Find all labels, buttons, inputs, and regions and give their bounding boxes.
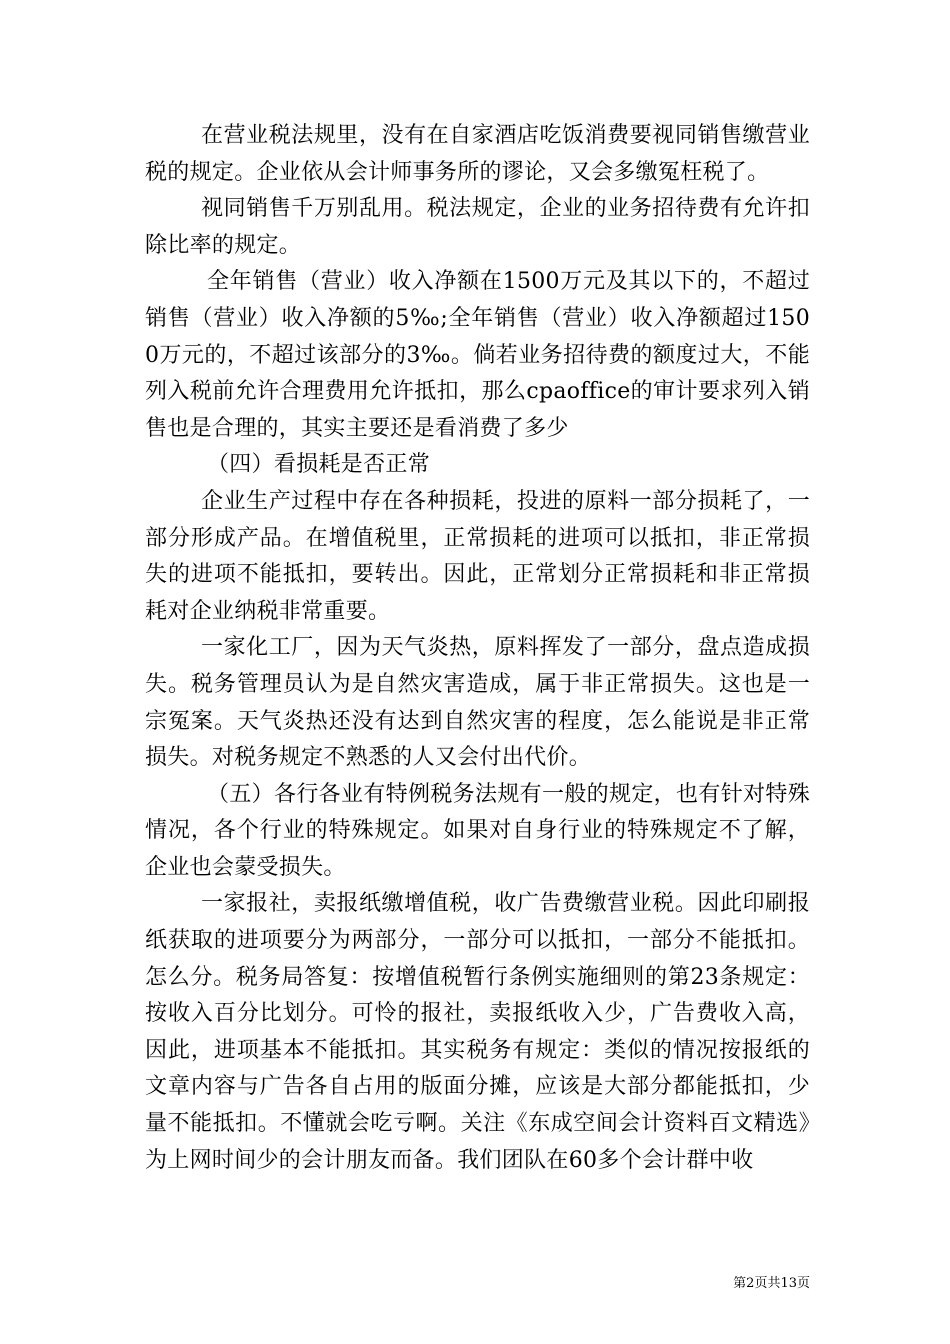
paragraph: 企业生产过程中存在各种损耗，投进的原料一部分损耗了，一部分形成产品。在增值税里，正常损耗的进项可以抵扣，非正常损失的进项不能抵扣，要转出。因此，正常划分正常损耗和非正常损耗对企业纳税非常重要。 xyxy=(145,488,810,624)
section-heading: （四）看损耗是否正常 xyxy=(207,452,431,478)
paragraph: 视同销售千万别乱用。税法规定，企业的业务招待费有允许扣除比率的规定。 xyxy=(145,196,810,258)
paragraph: 全年销售（营业）收入净额在1500万元及其以下的，不超过销售（营业）收入净额的5‰;全年销售（营业）收入净额超过1500万元的，不超过该部分的3‰。倘若业务招待费的额度过大，不能列入税前允许合理费用允许抵扣，那么cpaoffice的审计要求列入销售也是合理的，其实主要还是看消费了多少 xyxy=(145,269,810,441)
document-body xyxy=(145,118,810,1179)
paragraph: 在营业税法规里，没有在自家酒店吃饭消费要视同销售缴营业税的规定。企业依从会计师事务所的谬论，又会多缴冤枉税了。 xyxy=(145,123,810,185)
paragraph: （五）各行各业有特例税务法规有一般的规定，也有针对特殊情况，各个行业的特殊规定。如果对自身行业的特殊规定不了解，企业也会蒙受损失。 xyxy=(145,781,810,880)
paragraph: 一家化工厂，因为天气炎热，原料挥发了一部分，盘点造成损失。税务管理员认为是自然灾害造成，属于非正常损失。这也是一宗冤案。天气炎热还没有达到自然灾害的程度，怎么能说是非正常损失。对税务规定不熟悉的人又会付出代价。 xyxy=(145,635,810,771)
paragraph: 一家报社，卖报纸缴增值税，收广告费缴营业税。因此印刷报纸获取的进项要分为两部分，一部分可以抵扣，一部分不能抵扣。怎么分。税务局答复：按增值税暂行条例实施细则的第23条规定：按收入百分比划分。可怜的报社，卖报纸收入少，广告费收入高，因此，进项基本不能抵扣。其实税务有规定：类似的情况按报纸的文章内容与广告各自占用的版面分摊，应该是大部分都能抵扣，少量不能抵扣。不懂就会吃亏啊。关注《东成空间会计资料百文精选》为上网时间少的会计朋友而备。我们团队在60多个会计群中收 xyxy=(145,891,810,1173)
page-number: 第2页共13页 xyxy=(733,1276,810,1291)
